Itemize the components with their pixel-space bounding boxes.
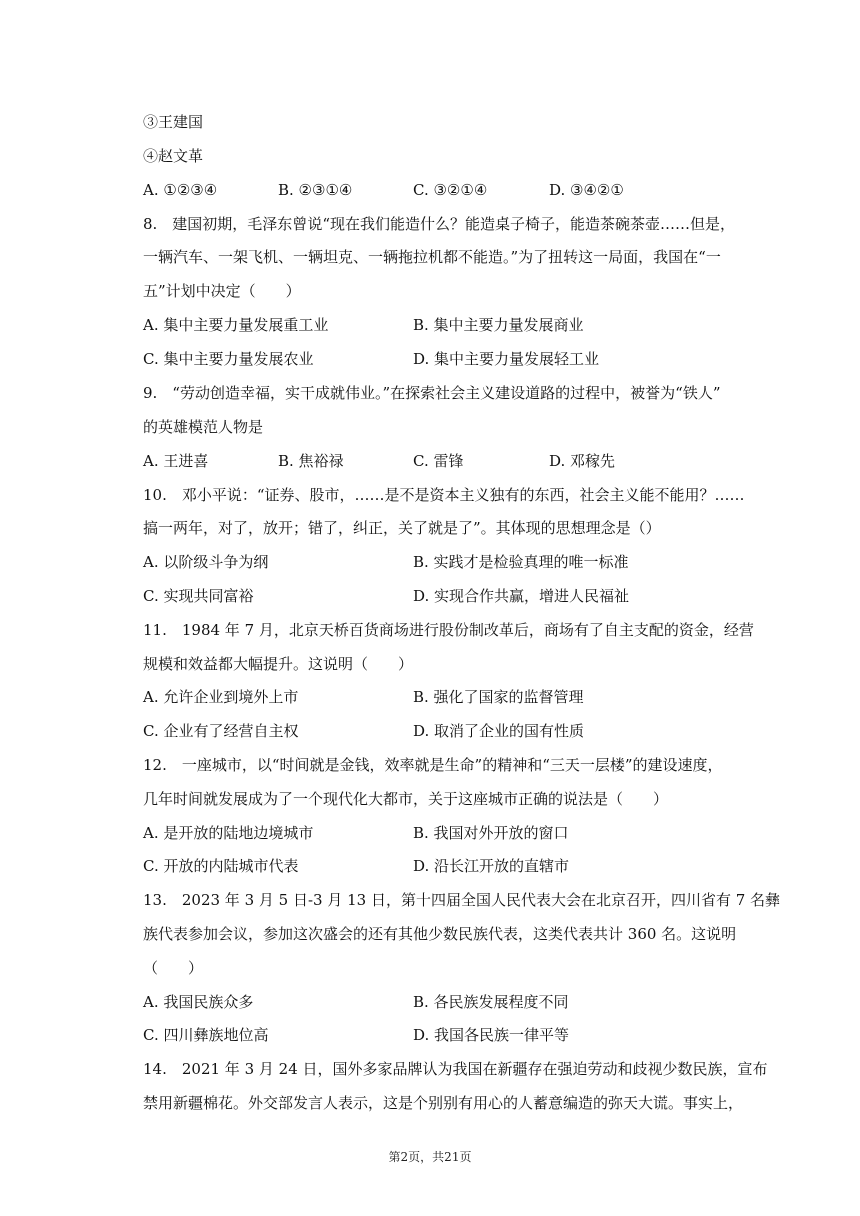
- question-10-option-c: C. 实现共同富裕: [143, 587, 254, 605]
- question-13-option-c: C. 四川彝族地位高: [143, 1026, 269, 1044]
- question-10-line: 10. 邓小平说：“证券、股市，……是不是资本主义独有的东西，社会主义能不能用？……: [143, 486, 745, 504]
- question-13-line: 13. 2023 年 3 月 5 日-3 月 13 日，第十四届全国人民代表大会在北京召开，四川省有 7 名彝: [143, 891, 781, 909]
- question-13-option-d: D. 我国各民族一律平等: [413, 1026, 570, 1044]
- question-12-option-b: B. 我国对外开放的窗口: [413, 824, 569, 842]
- question-12-option-c: C. 开放的内陆城市代表: [143, 857, 299, 875]
- q7-option-c: C. ③②①④: [413, 181, 488, 199]
- question-14-line: 禁用新疆棉花。外交部发言人表示，这是个别别有用心的人蓄意编造的弥天大谎。事实上，: [143, 1094, 744, 1112]
- question-10-option-d: D. 实现合作共赢，增进人民福祉: [413, 587, 630, 605]
- question-13-line: 族代表参加会议，参加这次盛会的还有其他少数民族代表，这类代表共计 360 名。这说明: [143, 925, 737, 943]
- question-9-option-c: C. 雷锋: [413, 452, 464, 470]
- question-13-option-b: B. 各民族发展程度不同: [413, 993, 569, 1011]
- question-10-option-b: B. 实践才是检验真理的唯一标准: [413, 553, 629, 571]
- question-11-option-d: D. 取消了企业的国有性质: [413, 722, 585, 740]
- question-12-option-a: A. 是开放的陆地边境城市: [143, 824, 314, 842]
- question-8-option-c: C. 集中主要力量发展农业: [143, 350, 314, 368]
- page-footer: 第2页，共21页: [388, 1150, 472, 1164]
- fragment-line: ④赵文革: [143, 147, 204, 165]
- q7-option-d: D. ③④②①: [549, 181, 624, 199]
- question-11-option-b: B. 强化了国家的监督管理: [413, 688, 584, 706]
- question-14-line: 14. 2021 年 3 月 24 日，国外多家品牌认为我国在新疆存在强迫劳动和歧视少数民族，宣布: [143, 1060, 768, 1078]
- question-12-option-d: D. 沿长江开放的直辖市: [413, 857, 570, 875]
- question-8-option-b: B. 集中主要力量发展商业: [413, 316, 584, 334]
- question-9-option-b: B. 焦裕禄: [278, 452, 344, 470]
- question-9-option-a: A. 王进喜: [143, 452, 209, 470]
- question-9-line: 的英雄模范人物是: [143, 418, 264, 436]
- question-11-option-a: A. 允许企业到境外上市: [143, 688, 299, 706]
- question-8-line: 一辆汽车、一架飞机、一辆坦克、一辆拖拉机都不能造。”为了扭转这一局面，我国在“一: [143, 248, 721, 266]
- fragment-line: ③王建国: [143, 113, 204, 131]
- question-10-line: 搞一两年，对了，放开；错了，纠正，关了就是了”。其体现的思想理念是（）: [143, 519, 661, 537]
- question-11-option-c: C. 企业有了经营自主权: [143, 722, 299, 740]
- question-8-line: 五”计划中决定（ ）: [143, 282, 301, 300]
- question-13-line: （ ）: [143, 959, 204, 977]
- question-12-line: 几年时间就发展成为了一个现代化大都市，关于这座城市正确的说法是（ ）: [143, 790, 669, 808]
- question-8-option-a: A. 集中主要力量发展重工业: [143, 316, 329, 334]
- question-8-option-d: D. 集中主要力量发展轻工业: [413, 350, 600, 368]
- question-11-line: 规模和效益都大幅提升。这说明（ ）: [143, 655, 414, 673]
- question-9-line: 9. “劳动创造幸福，实干成就伟业。”在探索社会主义建设道路的过程中，被誉为“铁人”: [143, 384, 721, 402]
- question-12-line: 12. 一座城市，以“时间就是金钱，效率就是生命”的精神和“三天一层楼”的建设速度，: [143, 756, 723, 774]
- question-13-option-a: A. 我国民族众多: [143, 993, 254, 1011]
- question-10-option-a: A. 以阶级斗争为纲: [143, 553, 269, 571]
- q7-option-b: B. ②③①④: [278, 181, 353, 199]
- question-9-option-d: D. 邓稼先: [549, 452, 616, 470]
- q7-option-a: A. ①②③④: [143, 181, 218, 199]
- question-11-line: 11. 1984 年 7 月，北京天桥百货商场进行股份制改革后，商场有了自主支配的资金，经营: [143, 621, 754, 639]
- question-8-line: 8. 建国初期，毛泽东曾说“现在我们能造什么？能造桌子椅子，能造茶碗茶壶……但是，: [143, 215, 735, 233]
